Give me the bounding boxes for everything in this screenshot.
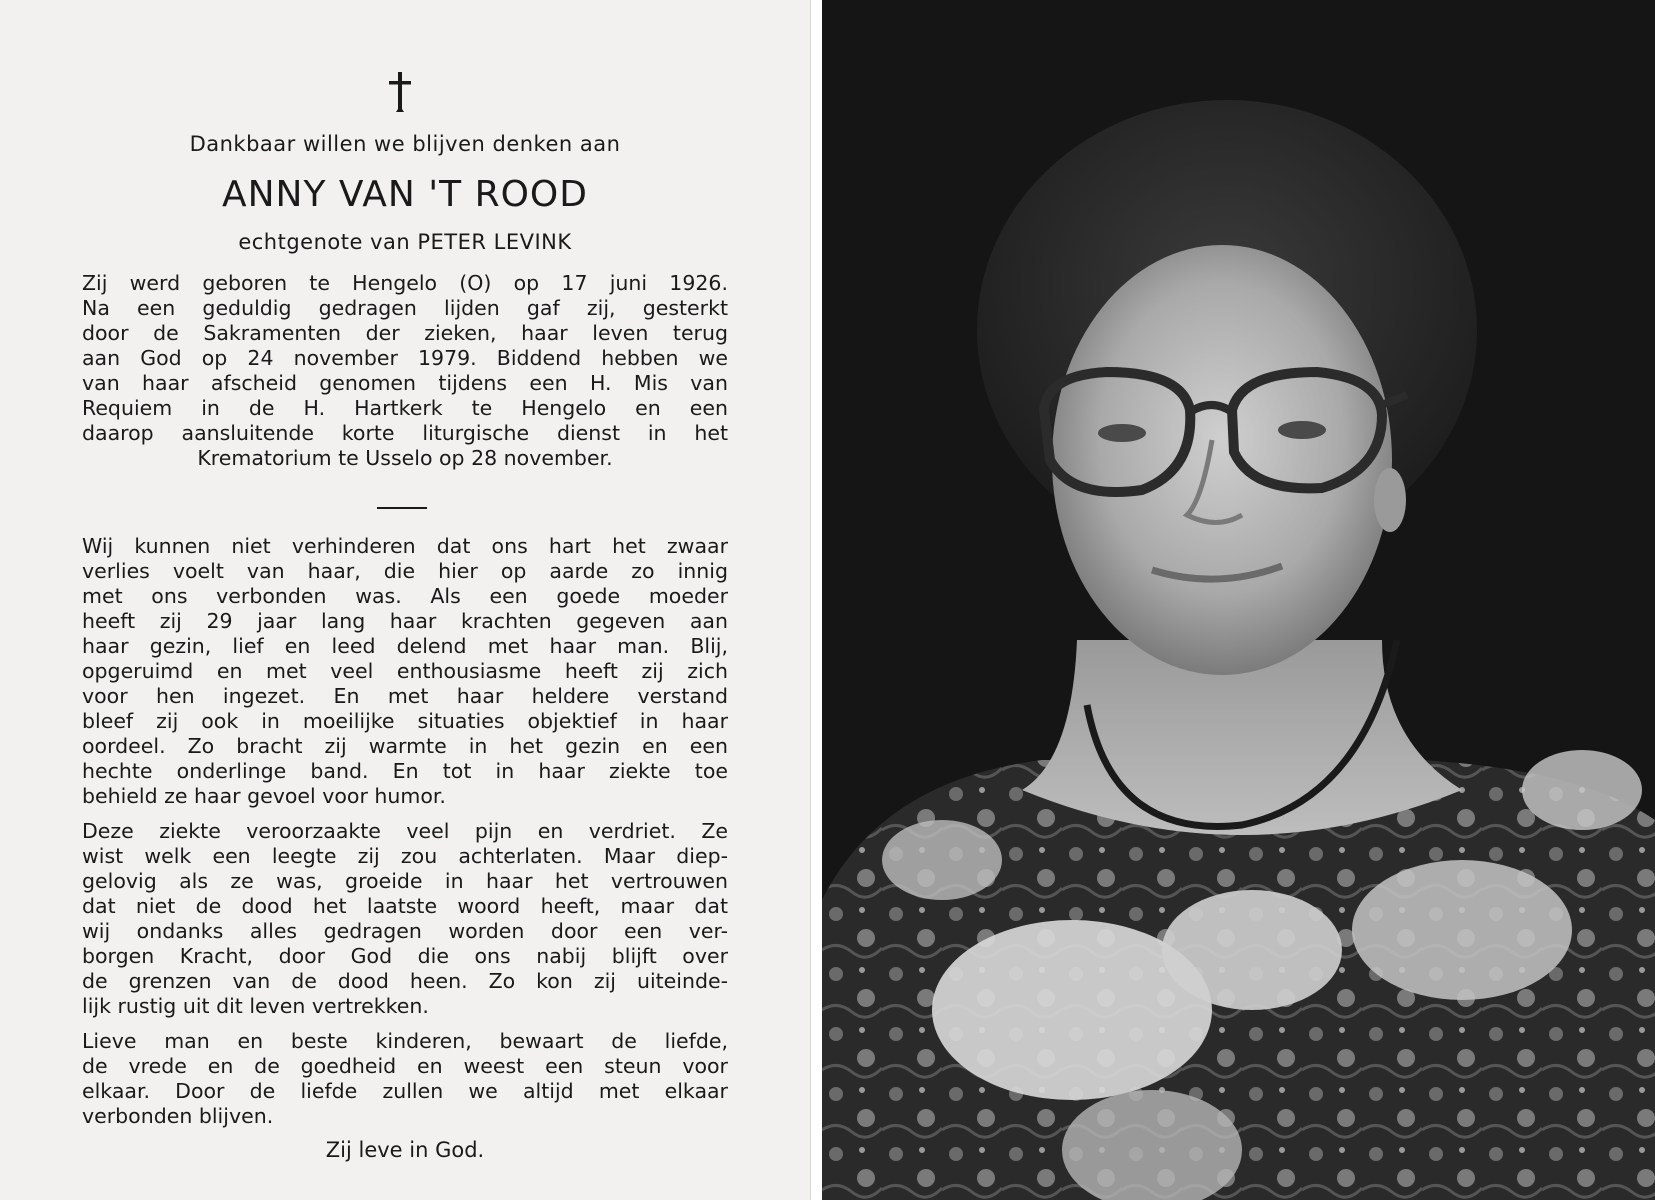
text-line: bleef zij ook in moeilijke situaties objektief in haar — [82, 709, 728, 733]
text-line: de vrede en de goedheid en weest een steun voor — [82, 1054, 728, 1078]
text-line: behield ze haar gevoel voor humor. — [82, 784, 446, 808]
text-line: verbonden blijven. — [82, 1104, 274, 1128]
text-line: hechte onderlinge band. En tot in haar ziekte toe — [82, 759, 728, 783]
section-divider — [377, 507, 427, 509]
text-line: gelovig als ze was, groeide in haar het vertrouwen — [82, 869, 728, 893]
text-line: de grenzen van de dood heen. Zo kon zij uiteinde- — [82, 969, 728, 993]
text-line: oordeel. Zo bracht zij warmte in het gezin en een — [82, 734, 728, 758]
text-line: opgeruimd en met veel enthousiasme heeft zij zich — [82, 659, 728, 683]
text-line: heeft zij 29 jaar lang haar krachten gegeven aan — [82, 609, 728, 633]
text-line: elkaar. Door de liefde zullen we altijd met elkaar — [82, 1079, 728, 1103]
text-line: Wij kunnen niet verhinderen dat ons hart het zwaar — [82, 534, 728, 558]
text-line: dat niet de dood het laatste woord heeft, maar dat — [82, 894, 728, 918]
text-line: met ons verbonden was. Als een goede moeder — [82, 584, 728, 608]
text-line: Zij werd geboren te Hengelo (O) op 17 juni 1926. — [82, 271, 728, 295]
text-line: verlies voelt van haar, die hier op aarde zo innig — [82, 559, 728, 583]
text-line: haar gezin, lief en leed delend met haar man. Blij, — [82, 634, 728, 658]
cross-icon — [385, 70, 415, 114]
text-line: voor hen ingezet. En met haar heldere verstand — [82, 684, 728, 708]
text-line: van haar afscheid genomen tijdens een H. Mis van — [82, 371, 728, 395]
text-line: Requiem in de H. Hartkerk te Hengelo en een — [82, 396, 728, 420]
paragraph-faith — [82, 819, 728, 1019]
text-line: daarop aansluitende korte liturgische dienst in het — [82, 421, 728, 445]
intro-text: Dankbaar willen we blijven denken aan — [189, 132, 621, 156]
text-line: wist welk een leegte zij zou achterlaten. Maar diep- — [82, 844, 728, 868]
deceased-name: ANNY VAN 'T ROOD — [222, 174, 588, 215]
paragraph-farewell — [82, 1029, 728, 1129]
portrait-illustration — [822, 0, 1655, 1200]
text-panel — [0, 0, 811, 1200]
paragraph-biography — [82, 271, 728, 471]
portrait-photo — [822, 0, 1655, 1200]
text-line: aan God op 24 november 1979. Biddend hebben we — [82, 346, 728, 370]
text-line: Krematorium te Usselo op 28 november. — [197, 446, 613, 470]
text-line: wij ondanks alles gedragen worden door een ver- — [82, 919, 728, 943]
text-line: borgen Kracht, door God die ons nabij blijft over — [82, 944, 728, 968]
closing-line: Zij leve in God. — [325, 1138, 485, 1162]
text-line: Deze ziekte veroorzaakte veel pijn en verdriet. Ze — [82, 819, 728, 843]
text-line: Lieve man en beste kinderen, bewaart de liefde, — [82, 1029, 728, 1053]
text-line: lijk rustig uit dit leven vertrekken. — [82, 994, 429, 1018]
text-line: Na een geduldig gedragen lijden gaf zij, gesterkt — [82, 296, 728, 320]
paragraph-tribute — [82, 534, 728, 809]
spouse-line: echtgenote van PETER LEVINK — [238, 230, 572, 254]
text-line: door de Sakramenten der zieken, haar leven terug — [82, 321, 728, 345]
